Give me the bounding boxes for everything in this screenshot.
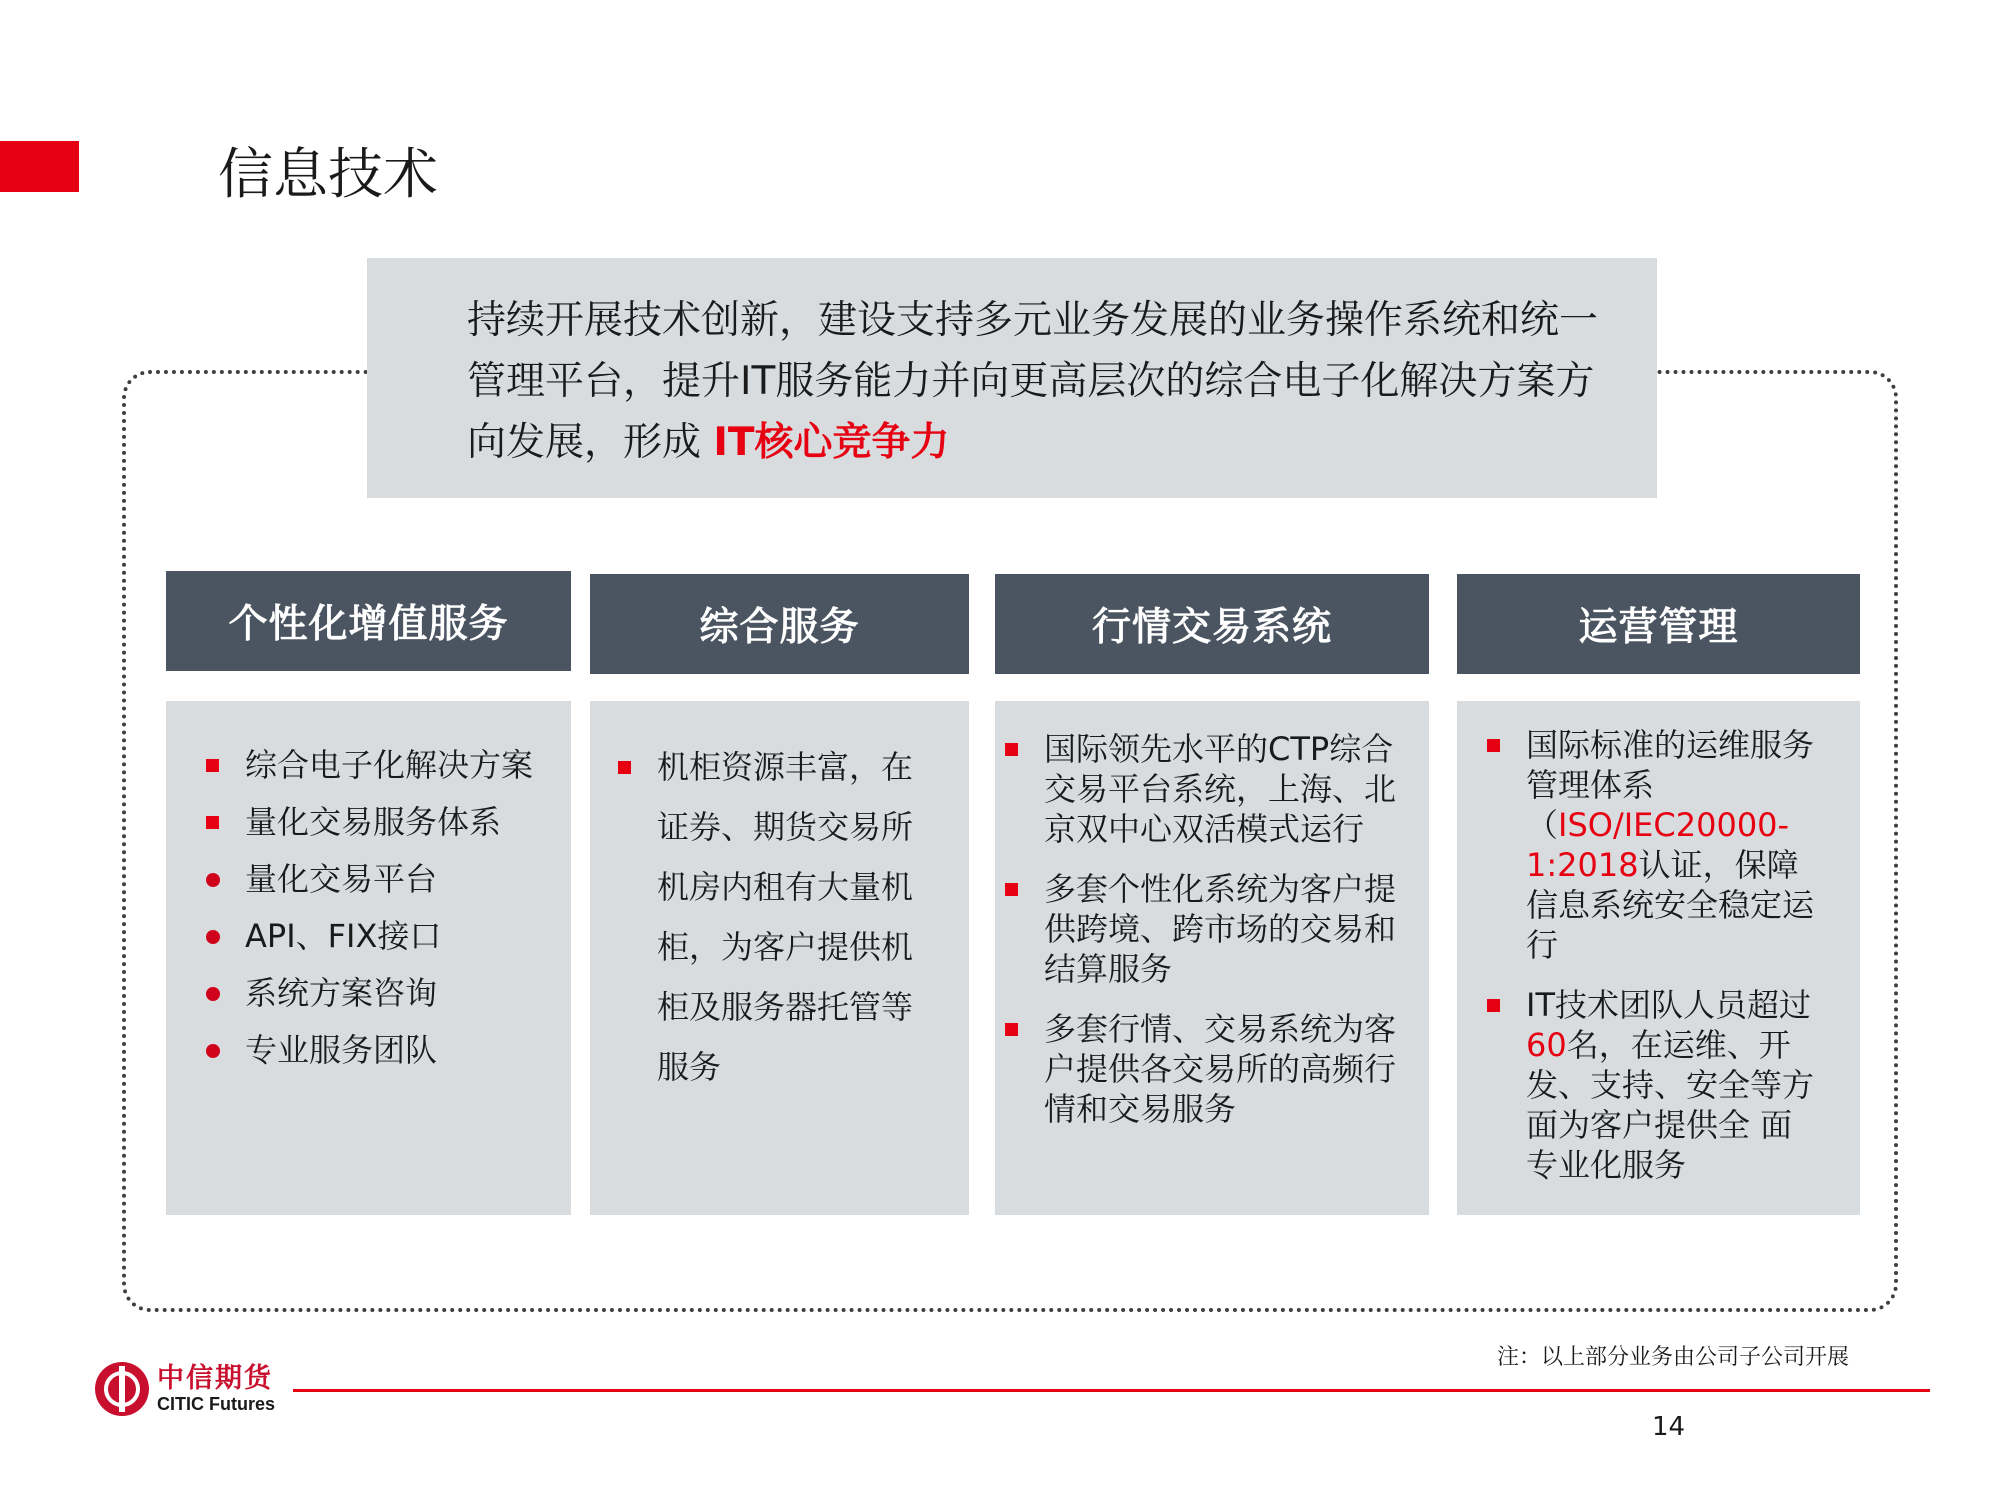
item-text-highlight: ISO/IEC20000-1:2018 bbox=[1526, 806, 1790, 884]
citic-logo-icon bbox=[95, 1362, 149, 1416]
item-text: 多套行情、交易系统为客户提供各交易所的高频行情和交易服务 bbox=[1044, 1010, 1397, 1128]
list-item bbox=[206, 1030, 551, 1071]
footnote: 注：以上部分业务由公司子公司开展 bbox=[1497, 1345, 1850, 1370]
summary-body: 持续开展技术创新，建设支持多元业务发展的业务操作系统和统一管理平台，提升IT服务能力并向更高层次的综合电子化解决方案方向发展，形成 bbox=[467, 298, 1599, 465]
column-header-operations-management bbox=[1457, 574, 1860, 674]
title-accent-bar bbox=[0, 141, 79, 192]
item-list bbox=[618, 737, 941, 1097]
list-item bbox=[1487, 985, 1820, 1185]
item-text: 量化交易服务体系 bbox=[245, 803, 502, 841]
page-title: 信息技术 bbox=[218, 142, 439, 206]
item-text-highlight: 60 bbox=[1526, 1026, 1567, 1064]
summary-box bbox=[367, 258, 1657, 498]
list-item bbox=[1487, 725, 1820, 965]
logo-name-en: CITIC Futures bbox=[157, 1394, 276, 1414]
item-list bbox=[1005, 729, 1401, 1129]
column-body-value-added bbox=[166, 701, 571, 1215]
summary-text bbox=[467, 290, 1617, 473]
square-bullet-icon bbox=[1487, 739, 1500, 752]
dot-bullet-icon bbox=[206, 873, 220, 887]
item-text: 专业服务团队 bbox=[245, 1031, 438, 1069]
list-item bbox=[618, 737, 941, 1097]
column-header-trading-systems bbox=[995, 574, 1429, 674]
list-item bbox=[1005, 1009, 1401, 1129]
list-item bbox=[1005, 729, 1401, 849]
item-text: 量化交易平台 bbox=[245, 860, 438, 898]
square-bullet-icon bbox=[206, 816, 219, 829]
item-text: 综合电子化解决方案 bbox=[245, 746, 534, 784]
list-item bbox=[206, 745, 551, 786]
item-text: 机柜资源丰富，在证券、期货交易所机房内租有大量机柜，为客户提供机柜及服务器托管等服务 bbox=[657, 748, 914, 1086]
item-text: 系统方案咨询 bbox=[245, 974, 438, 1012]
column-body-integrated-services bbox=[590, 701, 969, 1215]
column-body-trading-systems bbox=[995, 701, 1429, 1215]
item-text: 国际领先水平的CTP综合交易平台系统，上海、北京双中心双活模式运行 bbox=[1044, 730, 1397, 848]
column-title: 个性化增值服务 bbox=[228, 602, 509, 647]
item-text-post: 名，在运维、开发、支持、安全等方面为客户提供全 面专业化服务 bbox=[1526, 1026, 1815, 1184]
column-title: 行情交易系统 bbox=[1091, 605, 1332, 650]
column-header-value-added bbox=[166, 571, 571, 671]
item-list bbox=[1487, 725, 1820, 1185]
summary-highlight: IT核心竞争力 bbox=[713, 420, 950, 465]
list-item bbox=[206, 916, 551, 957]
footer-divider bbox=[293, 1389, 1930, 1392]
item-list bbox=[206, 745, 551, 1071]
logo-name-cn: 中信期货 bbox=[157, 1363, 273, 1394]
column-body-operations-management bbox=[1457, 701, 1860, 1215]
square-bullet-icon bbox=[618, 761, 631, 774]
dot-bullet-icon bbox=[206, 930, 220, 944]
logo-bar bbox=[119, 1366, 125, 1412]
list-item bbox=[206, 973, 551, 1014]
list-item bbox=[206, 802, 551, 843]
list-item bbox=[206, 859, 551, 900]
square-bullet-icon bbox=[1487, 999, 1500, 1012]
square-bullet-icon bbox=[1005, 743, 1018, 756]
square-bullet-icon bbox=[206, 759, 219, 772]
page-number: 14 bbox=[1652, 1412, 1686, 1442]
item-text-pre: IT技术团队人员超过 bbox=[1526, 986, 1811, 1024]
company-logo bbox=[95, 1362, 275, 1416]
square-bullet-icon bbox=[1005, 883, 1018, 896]
item-text: 多套个性化系统为客户提供跨境、跨市场的交易和结算服务 bbox=[1044, 870, 1397, 988]
column-header-integrated-services bbox=[590, 574, 969, 674]
square-bullet-icon bbox=[1005, 1023, 1018, 1036]
item-text-pre: 国际标准的运维服务管理体系（ bbox=[1526, 726, 1815, 844]
item-text: API、FIX接口 bbox=[245, 917, 442, 955]
column-title: 运营管理 bbox=[1578, 605, 1739, 650]
logo-wordmark bbox=[157, 1364, 275, 1414]
list-item bbox=[1005, 869, 1401, 989]
column-title: 综合服务 bbox=[699, 605, 860, 650]
dot-bullet-icon bbox=[206, 987, 220, 1001]
item-text-post: 认证，保障信息系统安全稳定运行 bbox=[1526, 846, 1815, 964]
dot-bullet-icon bbox=[206, 1044, 220, 1058]
